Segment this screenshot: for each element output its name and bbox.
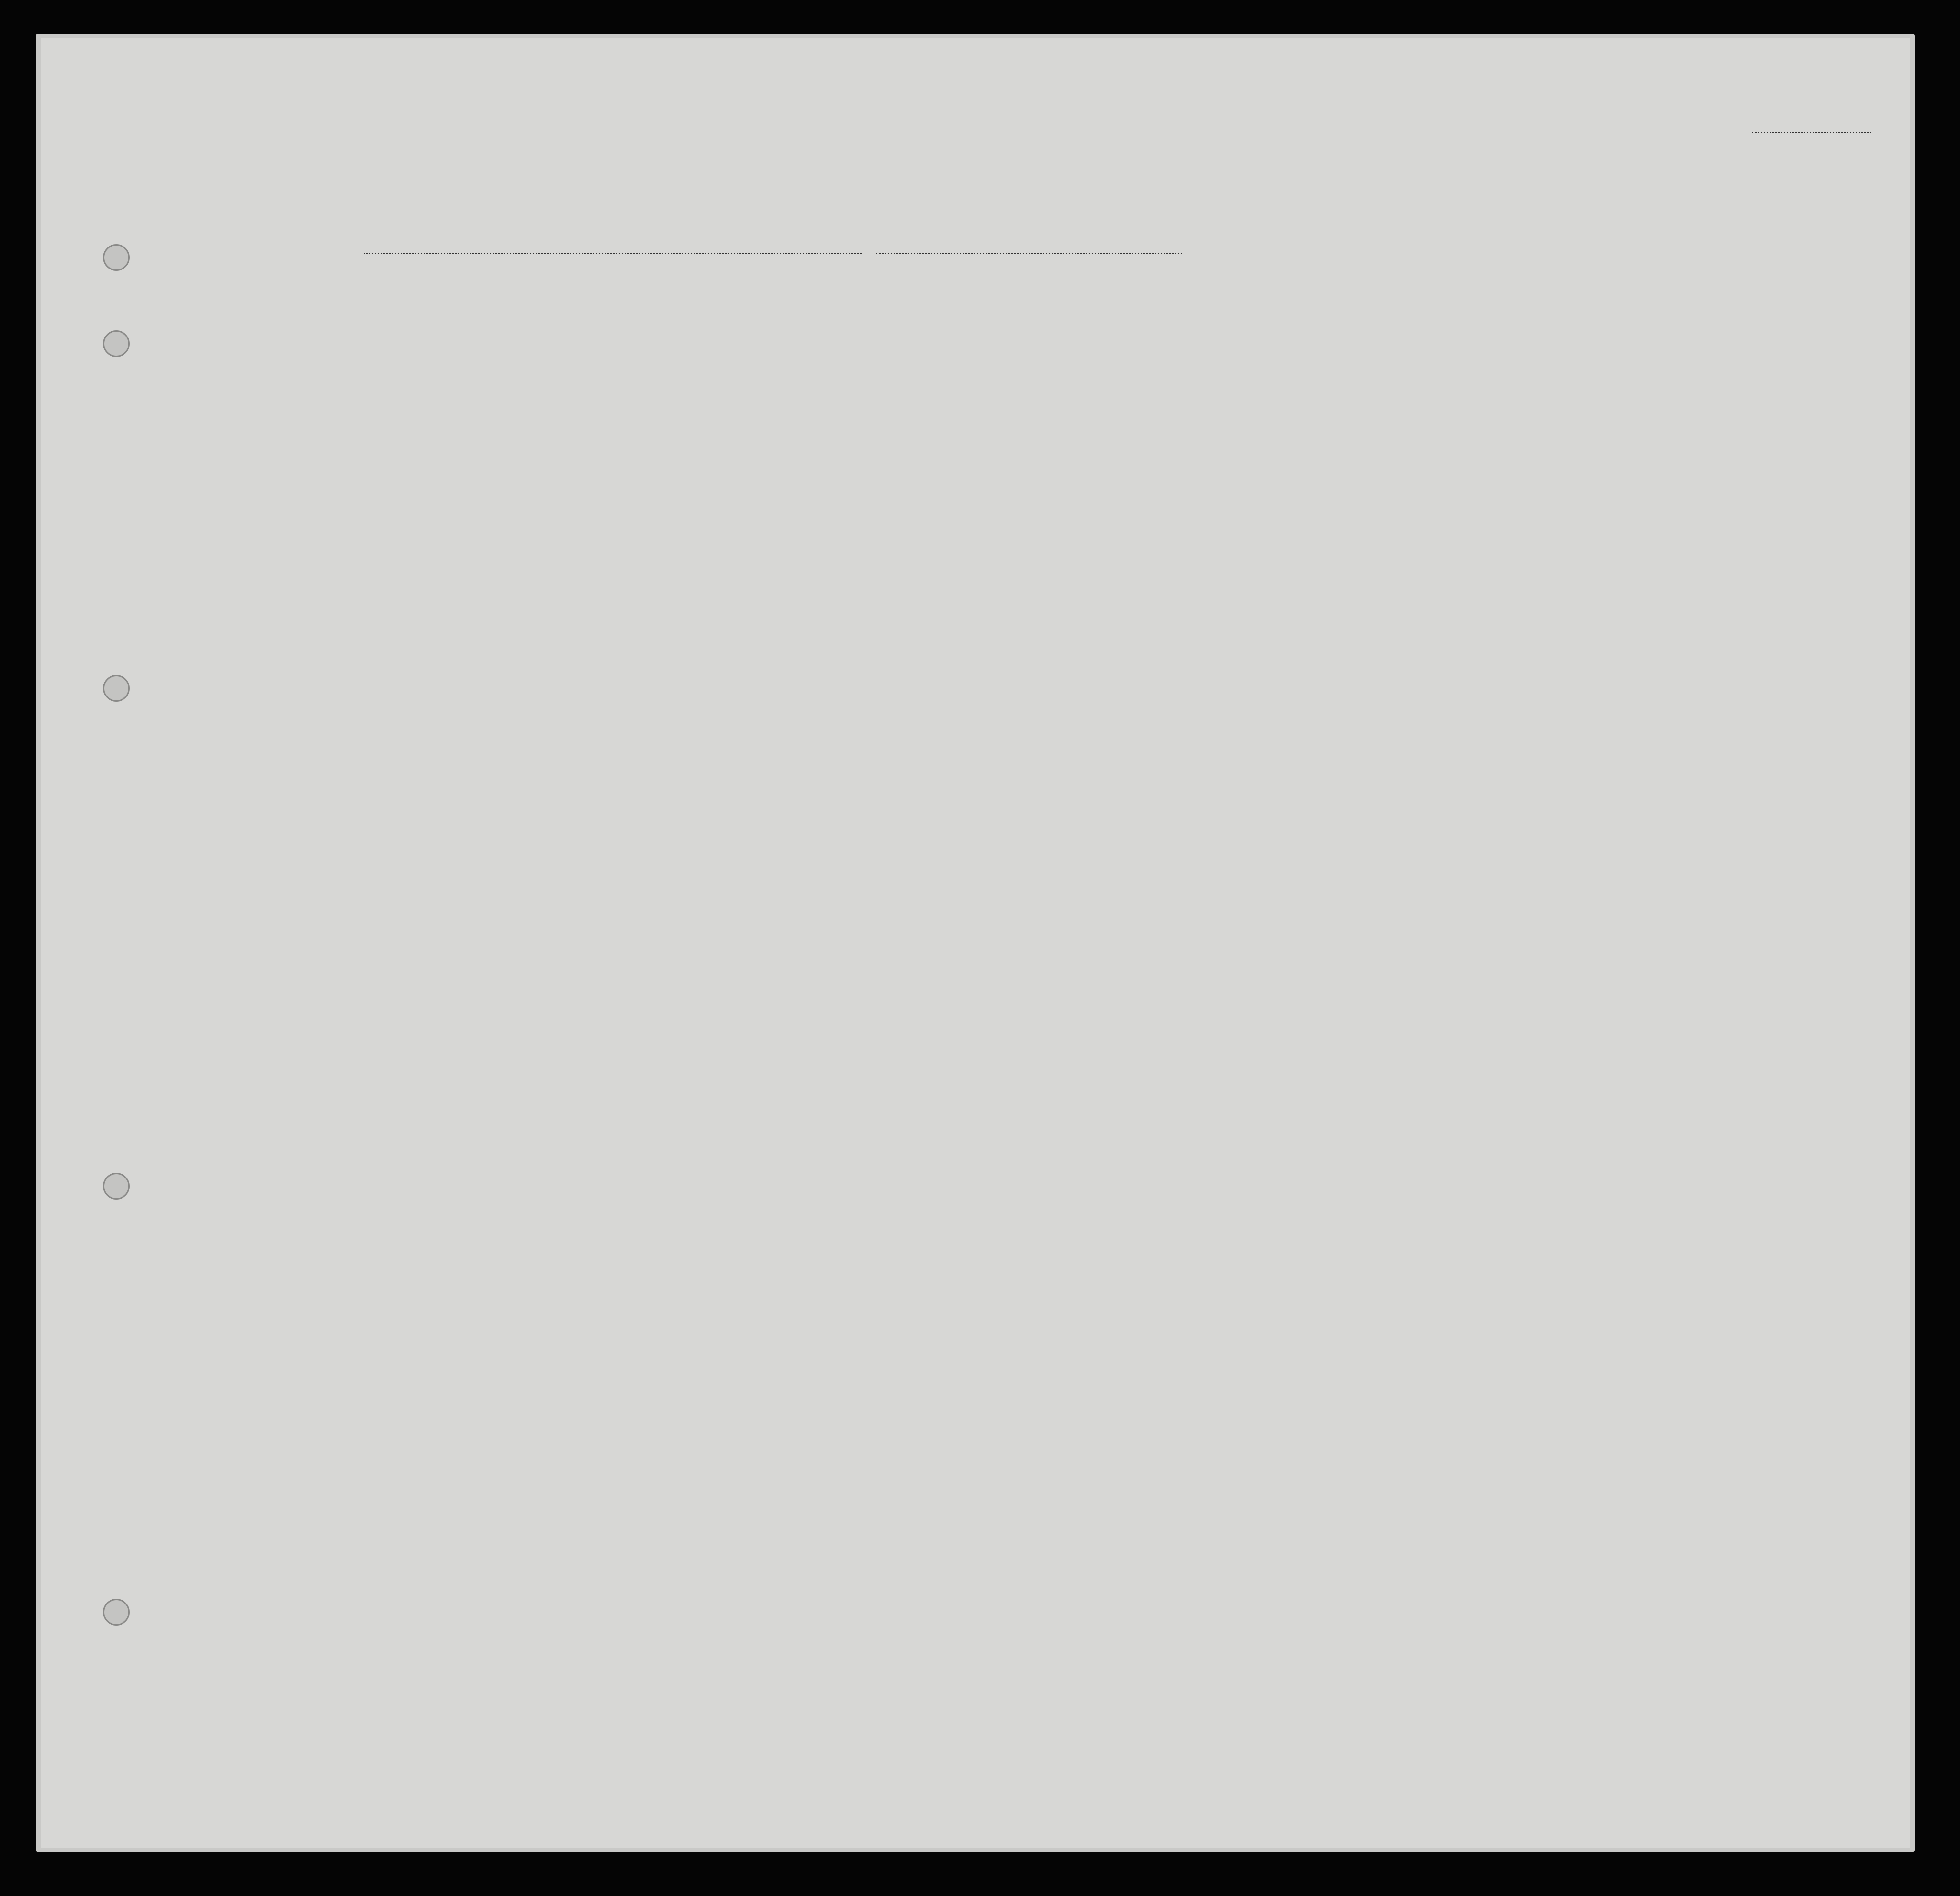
- date-line: [876, 253, 1182, 254]
- punch-hole: [103, 244, 130, 271]
- manifest-table: [72, 273, 1900, 1675]
- port-line: [364, 253, 862, 254]
- table-grid: [72, 273, 1900, 1675]
- list-number-line: [1752, 132, 1871, 133]
